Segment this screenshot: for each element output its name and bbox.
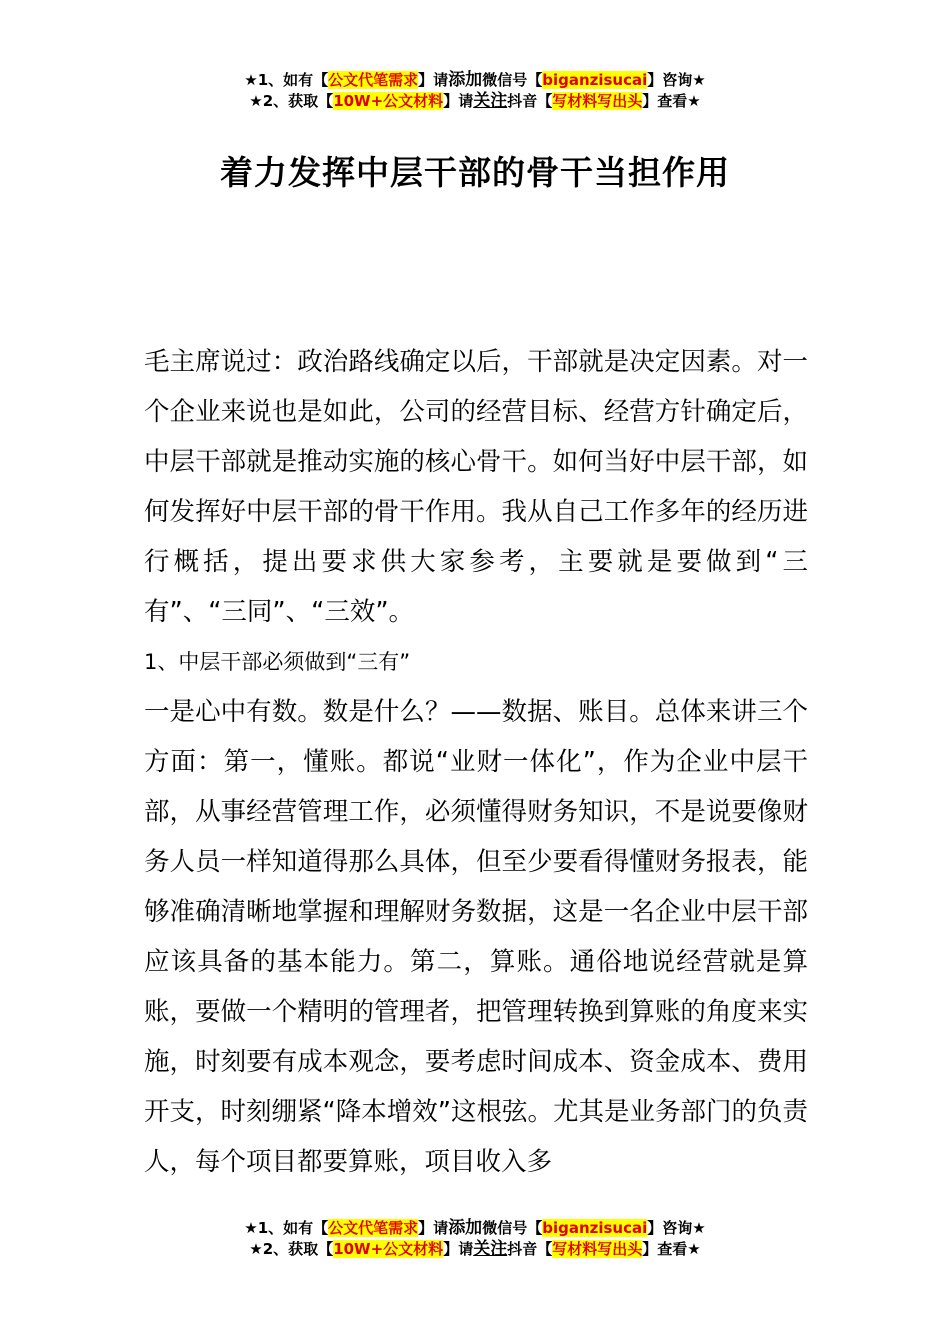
highlight-douyin: 写材料写出头 bbox=[552, 1240, 643, 1258]
banner-text: 2、获取【 bbox=[262, 1240, 334, 1258]
section-heading: 1、中层干部必须做到“三有” bbox=[144, 650, 411, 674]
banner-text: 】查看 bbox=[642, 1240, 688, 1258]
paragraph-intro: 毛主席说过：政治路线确定以后，干部就是决定因素。对一个企业来说也是如此，公司的经营目标、经营方针确定后，中层干部就是推动实施的核心骨干。如何当好中层干部，如何发挥好中层干部的骨干作用。我从自己工作多年的经历进行概括，提出要求供大家参考，主要就是要做到“三有”、“三同”、“三效”。 bbox=[144, 347, 808, 627]
highlight-materials: 10W+公文材料 bbox=[333, 1240, 444, 1258]
banner-text: 1、如有【 bbox=[257, 1219, 329, 1237]
highlight-wechat-id: biganzisucai bbox=[542, 71, 648, 89]
highlight-service: 公文代笔需求 bbox=[328, 1219, 419, 1237]
page-title: 着力发挥中层干部的骨干当担作用 bbox=[220, 153, 730, 192]
star-icon: ★ bbox=[244, 1219, 258, 1237]
banner-text: 微信号【 bbox=[482, 1219, 543, 1237]
banner-text: 】请 bbox=[443, 1240, 474, 1258]
banner-text: 微信号【 bbox=[482, 71, 543, 89]
banner-line-2 bbox=[0, 1239, 950, 1260]
highlight-wechat-id: biganzisucai bbox=[542, 1219, 648, 1237]
banner-text: 抖音【 bbox=[507, 1240, 553, 1258]
header-banner bbox=[0, 70, 950, 112]
banner-text: 】请 bbox=[443, 92, 474, 110]
star-icon: ★ bbox=[244, 71, 258, 89]
banner-text: 1、如有【 bbox=[257, 71, 329, 89]
banner-text: 】查看 bbox=[642, 92, 688, 110]
star-icon: ★ bbox=[249, 1240, 263, 1258]
banner-emphasis: 关注 bbox=[473, 1239, 508, 1259]
star-icon: ★ bbox=[692, 1219, 706, 1237]
banner-text: 】咨询 bbox=[647, 1219, 693, 1237]
banner-text: 】请 bbox=[418, 1219, 449, 1237]
banner-text: 抖音【 bbox=[507, 92, 553, 110]
highlight-materials: 10W+公文材料 bbox=[333, 92, 444, 110]
star-icon: ★ bbox=[687, 1240, 701, 1258]
star-icon: ★ bbox=[692, 71, 706, 89]
banner-emphasis: 添加 bbox=[448, 70, 483, 90]
banner-text: 】请 bbox=[418, 71, 449, 89]
banner-text: 2、获取【 bbox=[262, 92, 334, 110]
highlight-douyin: 写材料写出头 bbox=[552, 92, 643, 110]
footer-banner bbox=[0, 1218, 950, 1260]
banner-emphasis: 添加 bbox=[448, 1218, 483, 1238]
banner-text: 】咨询 bbox=[647, 71, 693, 89]
banner-line-1 bbox=[0, 70, 950, 91]
star-icon: ★ bbox=[687, 92, 701, 110]
star-icon: ★ bbox=[249, 92, 263, 110]
highlight-service: 公文代笔需求 bbox=[328, 71, 419, 89]
banner-line-2 bbox=[0, 91, 950, 112]
document-body bbox=[144, 337, 808, 1187]
paragraph-body: 一是心中有数。数是什么？——数据、账目。总体来讲三个方面：第一，懂账。都说“业财一体化”，作为企业中层干部，从事经营管理工作，必须懂得财务知识，不是说要像财务人员一样知道得那么具体，但至少要看得懂财务报表，能够准确清晰地掌握和理解财务数据，这是一名企业中层干部应该具备的基本能力。第二，算账。通俗地说经营就是算账，要做一个精明的管理者，把管理转换到算账的角度来实施，时刻要有成本观念，要考虑时间成本、资金成本、费用开支，时刻绷紧“降本增效”这根弦。尤其是业务部门的负责人，每个项目都要算账，项目收入多 bbox=[144, 697, 808, 1177]
banner-emphasis: 关注 bbox=[473, 91, 508, 111]
banner-line-1 bbox=[0, 1218, 950, 1239]
